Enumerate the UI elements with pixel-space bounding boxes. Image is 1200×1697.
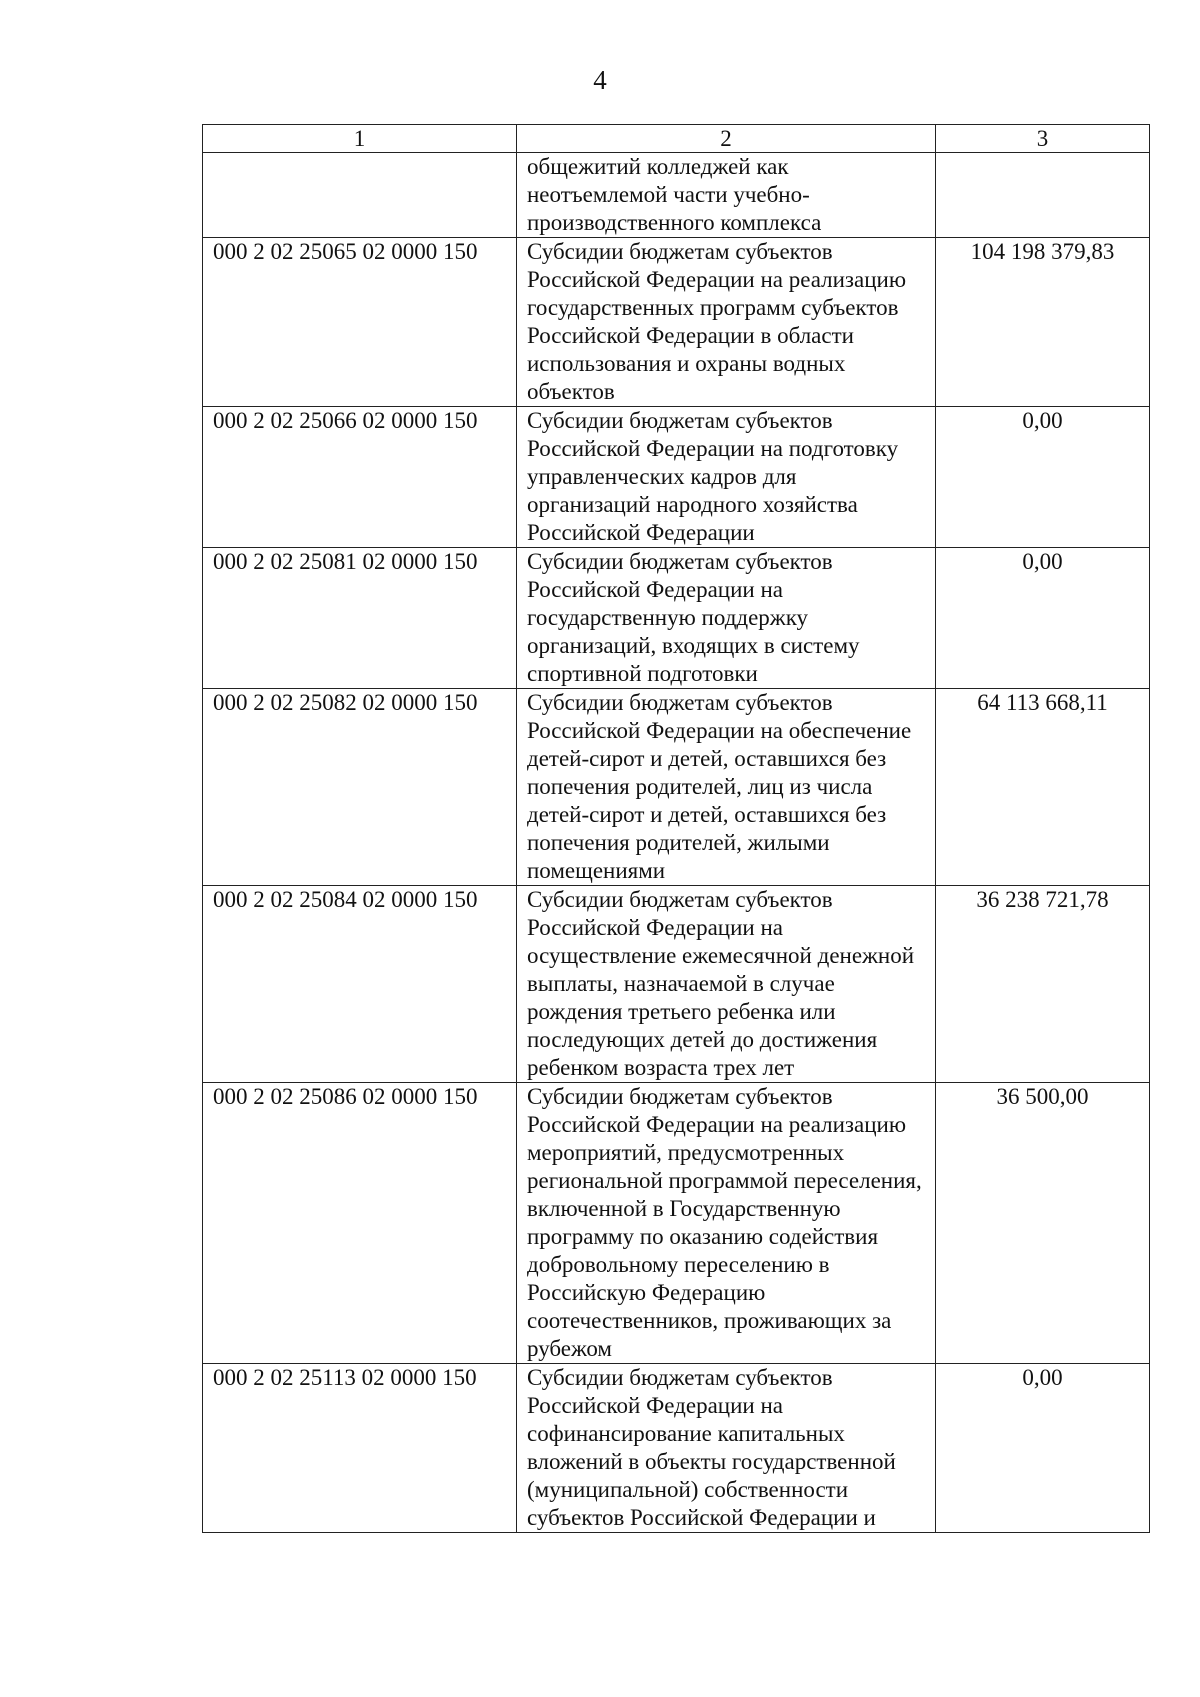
page-number: 4 bbox=[593, 65, 607, 95]
table-row bbox=[203, 689, 1150, 886]
description-cell: Субсидии бюджетам субъектов Российской Федерации на государственную поддержку организаций, входящих в систему спортивной подготовки bbox=[517, 548, 936, 689]
amount-cell: 0,00 bbox=[936, 1364, 1150, 1533]
table-header-row bbox=[203, 125, 1150, 153]
table-row bbox=[203, 886, 1150, 1083]
amount-cell bbox=[936, 153, 1150, 238]
amount-cell: 36 238 721,78 bbox=[936, 886, 1150, 1083]
code-cell: 000 2 02 25081 02 0000 150 bbox=[203, 548, 517, 689]
table-row bbox=[203, 1083, 1150, 1364]
code-cell: 000 2 02 25084 02 0000 150 bbox=[203, 886, 517, 1083]
table-row-continuation bbox=[203, 153, 1150, 238]
description-cell: Субсидии бюджетам субъектов Российской Федерации на обеспечение детей-сирот и детей, оставшихся без попечения родителей, лиц из числа детей-сирот и детей, оставшихся без попечения родителей, жилыми помещениями bbox=[517, 689, 936, 886]
code-cell bbox=[203, 153, 517, 238]
column-header-amount: 3 bbox=[936, 125, 1150, 153]
budget-table bbox=[202, 124, 1150, 1533]
amount-cell: 0,00 bbox=[936, 407, 1150, 548]
description-cell: Субсидии бюджетам субъектов Российской Федерации на подготовку управленческих кадров для организаций народного хозяйства Российской Федерации bbox=[517, 407, 936, 548]
amount-cell: 0,00 bbox=[936, 548, 1150, 689]
code-cell: 000 2 02 25086 02 0000 150 bbox=[203, 1083, 517, 1364]
description-cell: Субсидии бюджетам субъектов Российской Федерации на софинансирование капитальных вложений в объекты государственной (муниципальной) собственности субъектов Российской Федерации и bbox=[517, 1364, 936, 1533]
column-header-description: 2 bbox=[517, 125, 936, 153]
description-cell: Субсидии бюджетам субъектов Российской Федерации на осуществление ежемесячной денежной выплаты, назначаемой в случае рождения третьего ребенка или последующих детей до достижения ребенком возраста трех лет bbox=[517, 886, 936, 1083]
table-row bbox=[203, 238, 1150, 407]
description-cell: общежитий колледжей как неотъемлемой части учебно-производственного комплекса bbox=[517, 153, 936, 238]
code-cell: 000 2 02 25082 02 0000 150 bbox=[203, 689, 517, 886]
table-row bbox=[203, 1364, 1150, 1533]
description-cell: Субсидии бюджетам субъектов Российской Федерации на реализацию государственных программ субъектов Российской Федерации в области использования и охраны водных объектов bbox=[517, 238, 936, 407]
description-cell: Субсидии бюджетам субъектов Российской Федерации на реализацию мероприятий, предусмотренных региональной программой переселения, включенной в Государственную программу по оказанию содействия добровольному переселению в Российскую Федерацию соотечественников, проживающих за рубежом bbox=[517, 1083, 936, 1364]
amount-cell: 64 113 668,11 bbox=[936, 689, 1150, 886]
column-header-code: 1 bbox=[203, 125, 517, 153]
code-cell: 000 2 02 25113 02 0000 150 bbox=[203, 1364, 517, 1533]
code-cell: 000 2 02 25065 02 0000 150 bbox=[203, 238, 517, 407]
table-row bbox=[203, 548, 1150, 689]
amount-cell: 104 198 379,83 bbox=[936, 238, 1150, 407]
table-row bbox=[203, 407, 1150, 548]
amount-cell: 36 500,00 bbox=[936, 1083, 1150, 1364]
code-cell: 000 2 02 25066 02 0000 150 bbox=[203, 407, 517, 548]
